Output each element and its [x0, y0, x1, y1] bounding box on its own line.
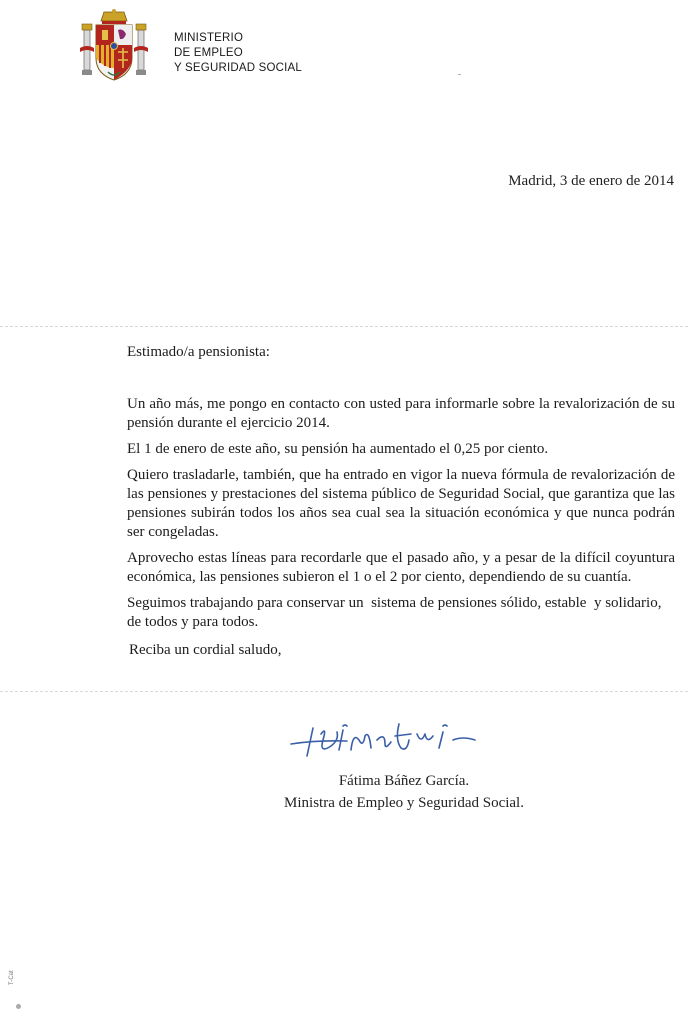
paragraph-1: Un año más, me pongo en contacto con usted para informarle sobre la revalorización de su pensión durante el ejercicio 2014.	[127, 396, 675, 431]
scan-speck	[458, 74, 461, 75]
letter-body	[127, 343, 675, 660]
fold-line-bottom	[0, 691, 688, 692]
handwritten-signature	[287, 710, 517, 762]
coat-of-arms-icon	[78, 8, 150, 84]
signer-block	[0, 770, 688, 814]
closing-line: Reciba un cordial saludo,	[129, 642, 282, 658]
salutation: Estimado/a pensionista:	[127, 344, 270, 360]
ministry-name	[174, 31, 302, 76]
paragraph-5: Seguimos trabajando para conservar un sistema de pensiones sólido, estable y solidario, de todos y para todos.	[127, 595, 666, 630]
ministry-line-2: DE EMPLEO	[174, 47, 243, 59]
ministry-line-3: Y SEGURIDAD SOCIAL	[174, 62, 303, 74]
fold-line-top	[0, 326, 688, 327]
signer-name: Fátima Báñez García.	[338, 773, 470, 789]
letter-date: Madrid, 3 de enero de 2014	[508, 173, 674, 189]
signer-title: Ministra de Empleo y Seguridad Social.	[284, 795, 524, 811]
scan-speck	[16, 1004, 21, 1009]
paragraph-3: Quiero trasladarle, también, que ha entrado en vigor la nueva fórmula de revalorización de las pensiones y prestaciones del sistema público de Seguridad Social, que garantiza que las pensiones subirán todos los años sea cual sea la situación económica y que nunca podrán ser congeladas.	[127, 467, 675, 540]
margin-note: T-Cat	[9, 970, 15, 985]
ministry-line-1: MINISTERIO	[174, 32, 244, 44]
paragraph-2: El 1 de enero de este año, su pensión ha aumentado el 0,25 por ciento.	[127, 441, 549, 457]
paragraph-4: Aprovecho estas líneas para recordarle que el pasado año, y a pesar de la difícil coyuntura económica, las pensiones subieron el 1 o el 2 por ciento, dependiendo de su cuantía.	[127, 550, 675, 585]
